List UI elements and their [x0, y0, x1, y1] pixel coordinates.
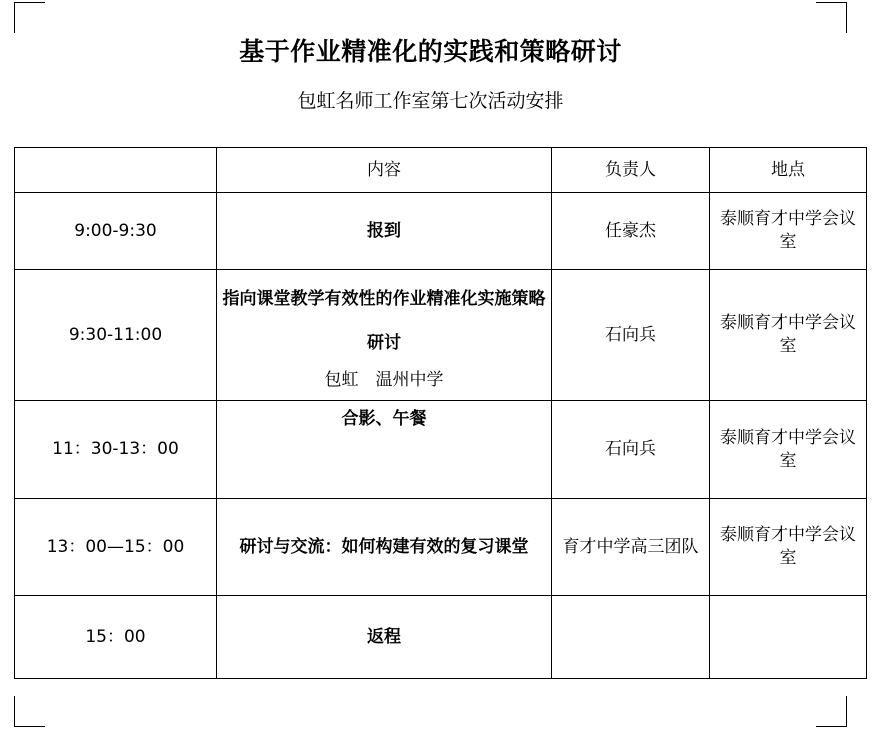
cell-time: 9:30-11:00 [15, 270, 217, 401]
page-title: 基于作业精准化的实践和策略研讨 [239, 37, 622, 66]
cell-content [217, 270, 552, 401]
table-row [15, 193, 867, 270]
table-row [15, 596, 867, 679]
cell-content-presenter: 包虹 温州中学 [324, 370, 444, 391]
cell-person: 任豪杰 [552, 193, 710, 270]
cell-place: 泰顺育才中学会议室 [710, 401, 867, 499]
cell-time: 15：00 [15, 596, 217, 679]
cell-place: 泰顺育才中学会议室 [710, 499, 867, 596]
column-header-content: 内容 [217, 148, 552, 193]
schedule-table [14, 147, 867, 679]
cell-time: 13：00—15：00 [15, 499, 217, 596]
column-header-place: 地点 [710, 148, 867, 193]
table-row [15, 270, 867, 401]
cell-time: 9:00-9:30 [15, 193, 217, 270]
cell-person [552, 596, 710, 679]
page-subtitle: 包虹名师工作室第七次活动安排 [297, 90, 564, 112]
table-row [15, 499, 867, 596]
cell-place: 泰顺育才中学会议室 [710, 193, 867, 270]
cell-content [217, 499, 552, 596]
cell-place: 泰顺育才中学会议室 [710, 270, 867, 401]
table-row [15, 401, 867, 499]
cell-content: 合影、午餐 [217, 401, 552, 499]
column-header-person: 负责人 [552, 148, 710, 193]
cell-time: 11：30-13：00 [15, 401, 217, 499]
cell-content: 报到 [217, 193, 552, 270]
cell-content-text: 指向课堂教学有效性的作业精准化实施策略研讨 [222, 288, 546, 354]
column-header-time [15, 148, 217, 193]
cell-person: 石向兵 [552, 270, 710, 401]
cell-person: 育才中学高三团队 [552, 499, 710, 596]
cell-content-text: 研讨与交流：如何构建有效的复习课堂 [239, 536, 529, 557]
cell-person: 石向兵 [552, 401, 710, 499]
cell-content: 返程 [217, 596, 552, 679]
document-page [14, 2, 856, 725]
table-header-row [15, 148, 867, 193]
cell-place [710, 596, 867, 679]
